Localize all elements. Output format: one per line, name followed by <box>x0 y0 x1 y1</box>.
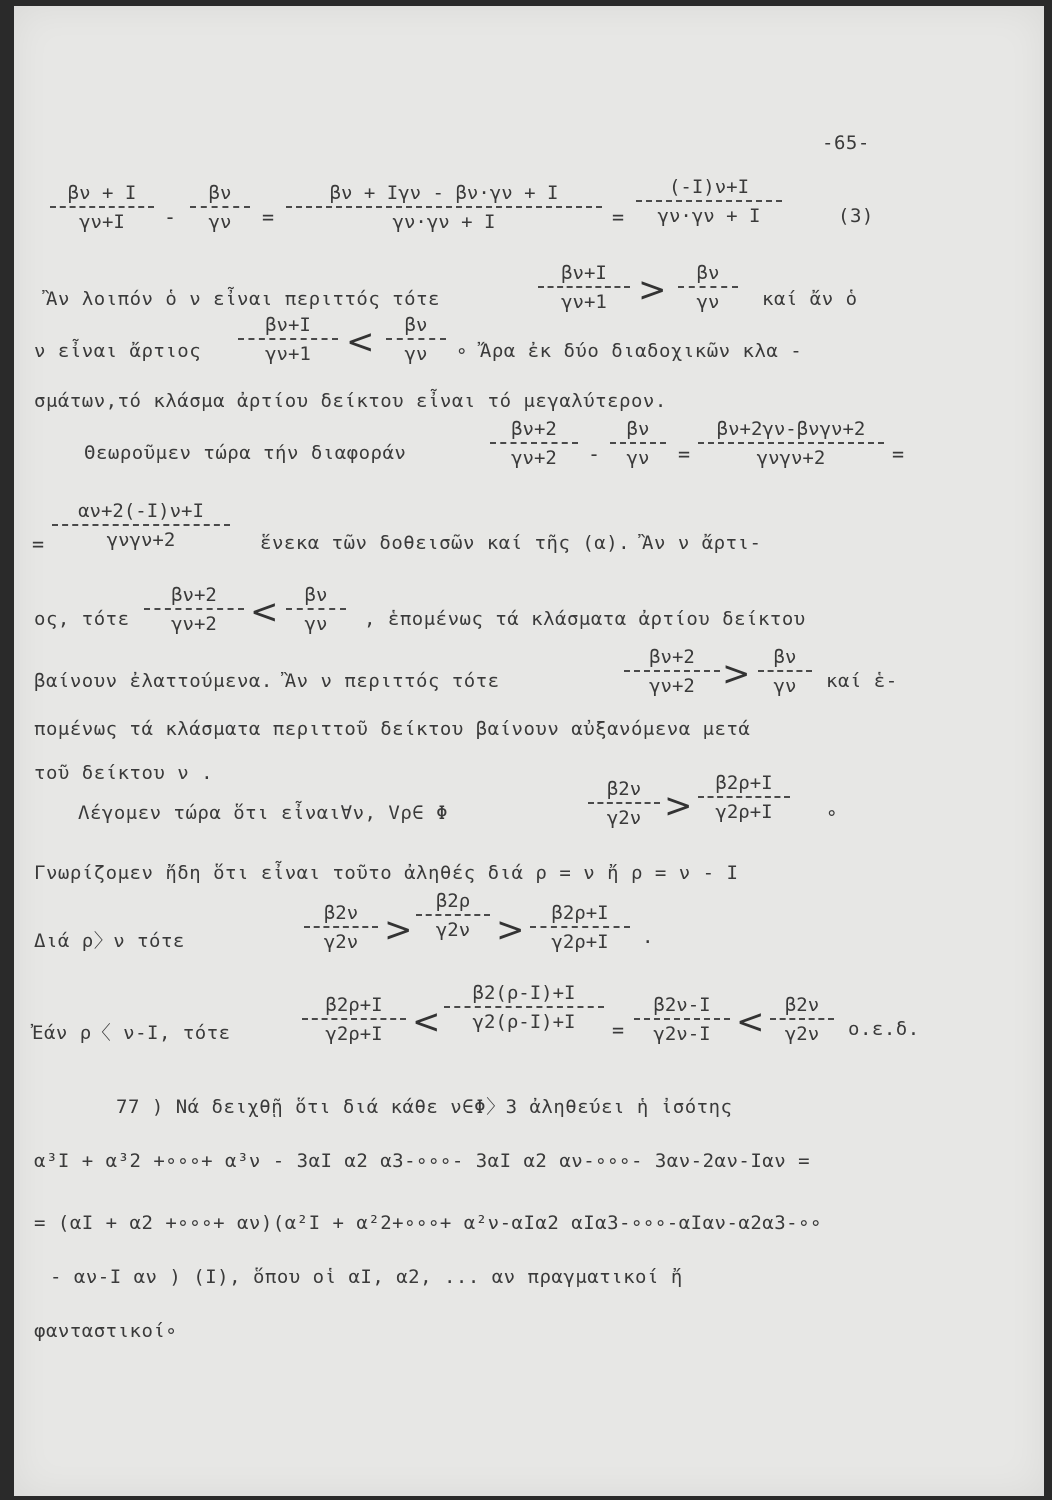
equals-sign: = <box>32 532 45 556</box>
minus-sign: - <box>164 205 177 229</box>
text-line: Διά ρ〉ν τότε <box>34 930 185 952</box>
fraction <box>634 994 730 1045</box>
numerator: βν+I <box>265 314 311 336</box>
numerator: β2ρ+I <box>715 772 773 794</box>
equals-sign: = <box>892 442 905 466</box>
text-line: - αν-I αν ) (I), ὅπου οἱ αI, α2, ... αν πραγματικοί ἤ <box>50 1266 683 1288</box>
text-line: = (αI + α2 +∘∘∘+ αν)(α²I + α²2+∘∘∘+ α²ν-αIα2 αIα3-∘∘∘-αIαν-α2α3-∘∘ <box>34 1212 822 1234</box>
fraction <box>416 890 490 941</box>
text-line: α³I + α³2 +∘∘∘+ α³ν - 3αI α2 α3-∘∘∘- 3αI α2 αν-∘∘∘- 3αν-2αν-Iαν = <box>34 1150 811 1172</box>
fraction <box>678 262 738 313</box>
fraction <box>588 778 660 829</box>
fraction <box>386 314 446 365</box>
numerator: βν <box>773 646 797 668</box>
text-line: καί ἑ- <box>826 670 898 692</box>
fraction <box>286 584 346 635</box>
denominator: γ2ν <box>323 931 359 953</box>
denominator: γν <box>404 343 428 365</box>
fraction <box>636 176 782 227</box>
equals-sign: = <box>262 205 275 229</box>
text-line: Γνωρίζομεν ἤδη ὅτι εἶναι τοῦτο ἀληθές διά ρ = ν ἤ ρ = ν - I <box>34 862 739 884</box>
fraction <box>302 994 406 1045</box>
numerator: βν+2 <box>649 646 695 668</box>
numerator: αν+2(-I)ν+I <box>78 500 204 522</box>
fraction <box>624 646 720 697</box>
numerator: βν <box>404 314 428 336</box>
denominator: γν+2 <box>649 675 695 697</box>
text-line: σμάτων,τό κλάσμα ἀρτίου δείκτου εἶναι τό μεγαλύτερον. <box>34 390 667 412</box>
fraction <box>190 182 250 233</box>
greater-than-sign: > <box>722 654 751 694</box>
fraction <box>304 902 378 953</box>
numerator: β2ν-I <box>653 994 711 1016</box>
denominator: γ2ν <box>435 919 471 941</box>
denominator: γν <box>304 613 328 635</box>
denominator: γν <box>696 291 720 313</box>
denominator: γ2ν <box>606 807 642 829</box>
text-line: τοῦ δείκτου ν . <box>34 762 214 784</box>
equals-sign: = <box>612 1018 625 1042</box>
fraction <box>490 418 578 469</box>
numerator: β2ρ <box>435 890 471 912</box>
numerator: βν <box>626 418 650 440</box>
text-line: βαίνουν ἐλαττούμενα. Ἂν ν περιττός τότε <box>34 670 500 692</box>
denominator: γν <box>208 211 232 233</box>
denominator: γ2(ρ-I)+I <box>472 1011 576 1033</box>
fraction <box>144 584 244 635</box>
numerator: βν+2 <box>171 584 217 606</box>
text-line: ἕνεκα τῶν δοθεισῶν καί τῆς (α). Ἂν ν ἄρτι- <box>260 532 762 554</box>
fraction <box>758 646 812 697</box>
denominator: γ2ρ+I <box>551 931 609 953</box>
denominator: γν+1 <box>265 343 311 365</box>
denominator: γν+I <box>79 211 125 233</box>
text-line: πομένως τά κλάσματα περιττοῦ δείκτου βαίνουν αὐξανόμενα μετά <box>34 718 751 740</box>
text-line: φανταστικοί∘ <box>34 1320 178 1342</box>
denominator: γνγν+2 <box>756 447 826 469</box>
numerator: β2ν <box>784 994 820 1016</box>
denominator: γν <box>773 675 797 697</box>
greater-than-sign: > <box>638 270 667 310</box>
denominator: γ2ρ+I <box>715 801 773 823</box>
denominator: γ2ν-I <box>653 1023 711 1045</box>
numerator: βν <box>208 182 232 204</box>
numerator: β2ρ+I <box>551 902 609 924</box>
denominator: γ2ν <box>784 1023 820 1045</box>
text-line: Θεωροῦμεν τώρα τήν διαφοράν <box>84 442 407 464</box>
denominator: γν+1 <box>561 291 607 313</box>
text-line: . <box>642 926 654 948</box>
fraction <box>238 314 338 365</box>
numerator: βν+2γν-βνγν+2 <box>716 418 866 440</box>
greater-than-sign: > <box>496 910 525 950</box>
numerator: βν + I <box>67 182 137 204</box>
text-line: Ἂν λοιπόν ὁ ν εἶναι περιττός τότε <box>46 288 440 310</box>
fraction <box>530 902 630 953</box>
fraction <box>50 182 154 233</box>
document-page <box>14 6 1044 1496</box>
fraction <box>286 182 602 233</box>
equation-label: (3) <box>838 205 874 227</box>
page-number: -65- <box>822 132 870 154</box>
text-line: ν εἶναι ἄρτιος <box>34 340 202 362</box>
numerator: βν + Iγν - βν·γν + I <box>329 182 559 204</box>
text-line: ο.ε.δ. <box>848 1018 920 1040</box>
fraction <box>52 500 230 551</box>
fraction <box>770 994 834 1045</box>
text-line: ∘ Ἄρα ἐκ δύο διαδοχικῶν κλα - <box>456 340 803 362</box>
numerator: βν <box>304 584 328 606</box>
denominator: γν·γν + I <box>657 205 761 227</box>
fraction <box>698 418 884 469</box>
less-than-sign: < <box>250 592 279 632</box>
exercise-heading: 77 ) Νά δειχθῇ ὅτι διά κάθε ν∈Φ〉3 ἀληθεύει ἡ ἰσότης <box>116 1096 733 1118</box>
numerator: (-I)ν+I <box>668 176 750 198</box>
less-than-sign: < <box>346 322 375 362</box>
less-than-sign: < <box>412 1002 441 1042</box>
numerator: βν <box>696 262 720 284</box>
denominator: γν·γν + I <box>392 211 496 233</box>
text-line: καί ἄν ὁ <box>762 288 858 310</box>
fraction <box>538 262 630 313</box>
numerator: β2ν <box>606 778 642 800</box>
numerator: β2(ρ-I)+I <box>472 982 576 1004</box>
equals-sign: = <box>678 442 691 466</box>
denominator: γν+2 <box>171 613 217 635</box>
numerator: β2ν <box>323 902 359 924</box>
numerator: β2ρ+I <box>325 994 383 1016</box>
greater-than-sign: > <box>384 910 413 950</box>
text-line: Ἐάν ρ〈 ν-I, τότε <box>32 1022 231 1044</box>
equals-sign: = <box>612 205 625 229</box>
minus-sign: - <box>588 442 601 466</box>
less-than-sign: < <box>736 1002 765 1042</box>
fraction <box>610 418 666 469</box>
text-line: , ἑπομένως τά κλάσματα ἀρτίου δείκτου <box>364 608 806 630</box>
numerator: βν+I <box>561 262 607 284</box>
numerator: βν+2 <box>511 418 557 440</box>
text-line: ος, τότε <box>34 608 130 630</box>
text-line: ∘ <box>826 802 838 824</box>
fraction <box>698 772 790 823</box>
denominator: γ2ρ+I <box>325 1023 383 1045</box>
denominator: γν+2 <box>511 447 557 469</box>
greater-than-sign: > <box>664 786 693 826</box>
fraction <box>444 982 604 1033</box>
denominator: γνγν+2 <box>106 529 176 551</box>
text-line: Λέγομεν τώρα ὅτι εἶναι∀ν, Vρ∈ Φ <box>78 802 449 824</box>
denominator: γν <box>626 447 650 469</box>
